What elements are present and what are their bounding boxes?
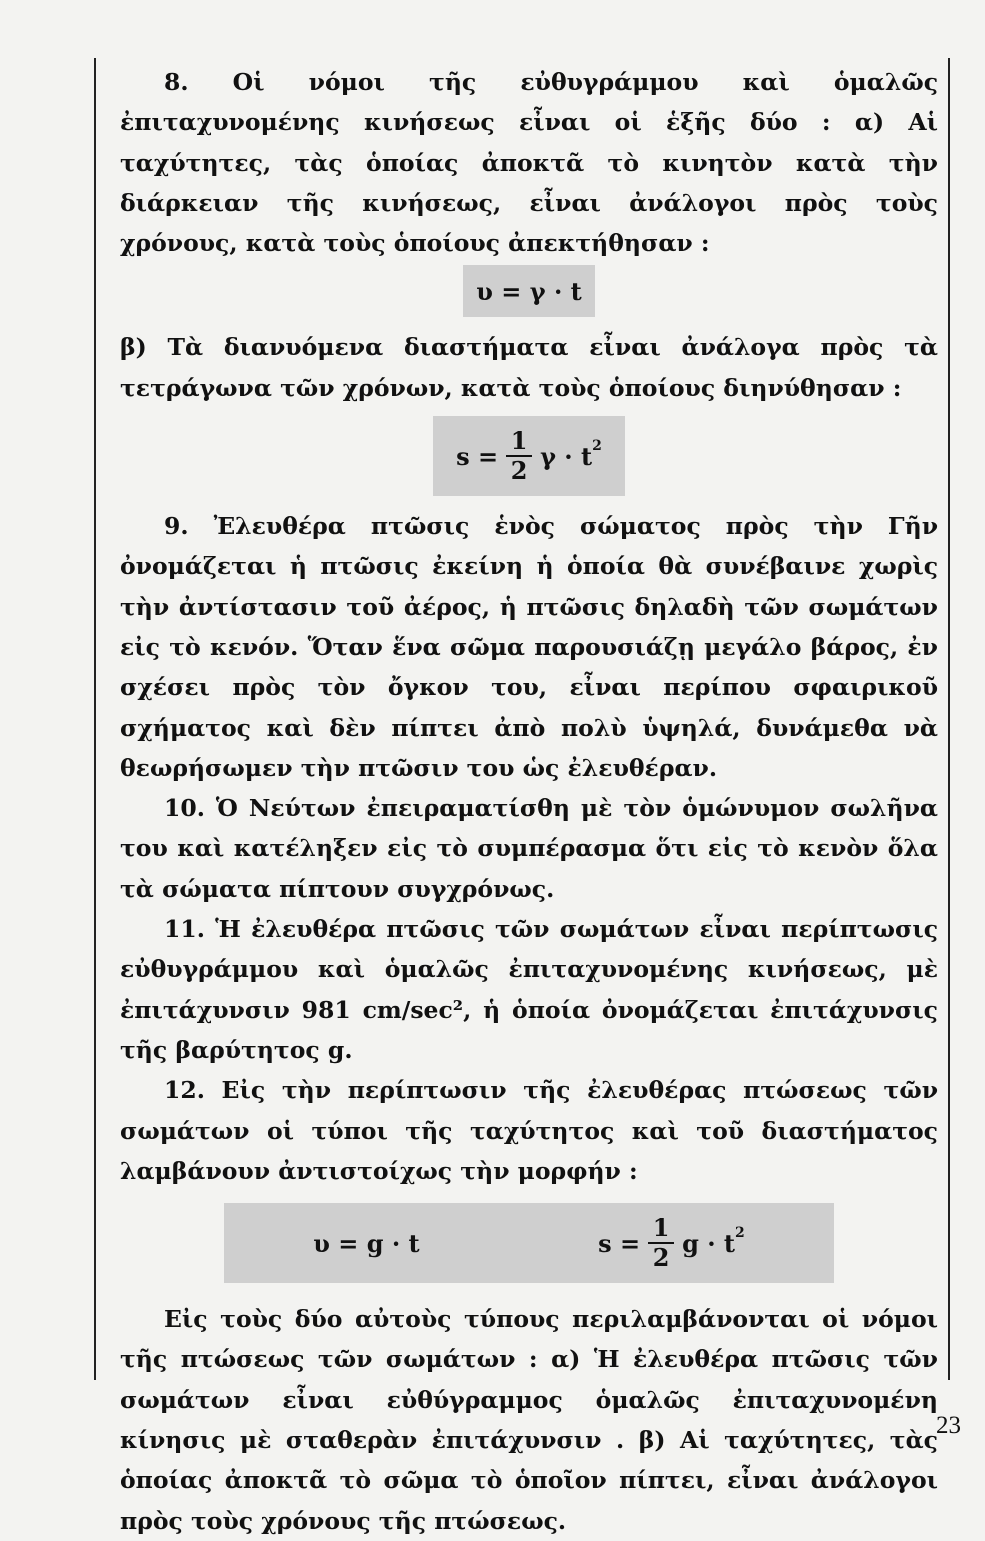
formula-row-3 bbox=[120, 1191, 938, 1299]
formula-distance-gamma bbox=[433, 416, 625, 496]
formula-distance-g-expr bbox=[598, 1213, 745, 1273]
fraction-denominator: 2 bbox=[510, 456, 528, 486]
fraction-one-half-g bbox=[648, 1213, 674, 1273]
paragraph-13: Εἰς τοὺς δύο αὐτοὺς τύπους περιλαμβάνονται οἱ νόμοι τῆς πτώσεως τῶν σωμάτων : α) Ἡ ἐλευθέρα πτῶσις τῶν σωμάτων εἶναι εὐθύγραμμος ὁμαλῶς ἐπιταχυνομένη κίνησις μὲ σταθερὰν ἐπιτάχυνσιν . β) Αἱ ταχύτητες, τὰς ὁποίας ἀποκτᾶ τὸ σῶμα τὸ ὁποῖον πίπτει, εἶναι ἀνάλογοι πρὸς τοὺς χρόνους τῆς πτώσεως. bbox=[120, 1305, 938, 1535]
formula-distance-gamma-rhs: γ · t bbox=[540, 441, 593, 471]
formula-distance-g-exponent: 2 bbox=[735, 1225, 745, 1242]
page-number: 23 bbox=[936, 1412, 961, 1439]
page-content bbox=[120, 62, 938, 1541]
fraction-numerator: 1 bbox=[510, 426, 528, 456]
formula-distance-gamma-lhs: s = bbox=[456, 441, 499, 471]
paragraph-9: 9. Ἐλευθέρα πτῶσις ἑνὸς σώματος πρὸς τὴν Γῆν ὀνομάζεται ἡ πτῶσις ἐκείνη ἡ ὁποία θὰ συνέβαινε χωρὶς τὴν ἀντίστασιν τοῦ ἀέρος, ἡ πτῶσις δηλαδὴ τῶν σωμάτων εἰς τὸ κενόν. Ὅταν ἕνα σῶμα παρουσιάζῃ μεγάλο βάρος, ἐν σχέσει πρὸς τὸν ὄγκον του, εἶναι περίπου σφαιρικοῦ σχήματος καὶ δὲν πίπτει ἀπὸ πολὺ ὑψηλά, δυνάμεθα νὰ θεωρήσωμεν τὴν πτῶσιν του ὡς ἐλευθέραν. bbox=[120, 512, 938, 782]
formula-distance-gamma-expr bbox=[456, 426, 602, 486]
formula-distance-g-rhs: g · t bbox=[682, 1228, 735, 1258]
paragraph-10: 10. Ὁ Νεύτων ἐπειραματίσθη μὲ τὸν ὁμώνυμον σωλῆνα του καὶ κατέληξεν εἰς τὸ συμπέρασμα ὅτι εἰς τὸ κενὸν ὅλα τὰ σώματα πίπτουν συγχρόνως. bbox=[120, 794, 938, 903]
left-margin-rule bbox=[94, 58, 96, 1380]
paragraph-12: 12. Εἰς τὴν περίπτωσιν τῆς ἐλευθέρας πτώσεως τῶν σωμάτων οἱ τύποι τῆς ταχύτητος καὶ τοῦ διαστήματος λαμβάνουν ἀντιστοίχως τὴν μορφήν : bbox=[120, 1076, 938, 1185]
fraction-denominator-g: 2 bbox=[652, 1243, 670, 1273]
formula-distance-gamma-exponent: 2 bbox=[592, 438, 602, 455]
formula-velocity-g: υ = g · t bbox=[313, 1228, 420, 1258]
paragraph-8: 8. Οἱ νόμοι τῆς εὐθυγράμμου καὶ ὁμαλῶς ἐπιταχυνομένης κινήσεως εἶναι οἱ ἑξῆς δύο : α) Αἱ ταχύτητες, τὰς ὁποίας ἀποκτᾶ τὸ κινητὸν κατὰ τὴν διάρκειαν τῆς κινήσεως, εἶναι ἀνάλογοι πρὸς τοὺς χρόνους, κατὰ τοὺς ὁποίους ἀπεκτήθησαν : bbox=[120, 68, 938, 258]
formula-velocity-gamma bbox=[463, 265, 595, 317]
fraction-one-half bbox=[506, 426, 532, 486]
formula-distance-g-lhs: s = bbox=[598, 1228, 641, 1258]
formula-row-2 bbox=[120, 408, 938, 506]
right-margin-rule bbox=[948, 58, 950, 1380]
paragraph-8b: β) Τὰ διανυόμενα διαστήματα εἶναι ἀνάλογα πρὸς τὰ τετράγωνα τῶν χρόνων, κατὰ τοὺς ὁποίους διηνύθησαν : bbox=[120, 333, 938, 402]
formula-free-fall bbox=[224, 1203, 834, 1283]
formula-row-1 bbox=[120, 263, 938, 327]
fraction-numerator-g: 1 bbox=[652, 1213, 670, 1243]
formula-velocity-gamma-text: υ = γ · t bbox=[476, 276, 582, 306]
paragraph-11: 11. Ἡ ἐλευθέρα πτῶσις τῶν σωμάτων εἶναι περίπτωσις εὐθυγράμμου καὶ ὁμαλῶς ἐπιταχυνομένης κινήσεως, μὲ ἐπιτάχυνσιν 981 cm/sec², ἡ ὁποία ὀνομάζεται ἐπιτάχυνσις τῆς βαρύτητος g. bbox=[120, 915, 938, 1064]
